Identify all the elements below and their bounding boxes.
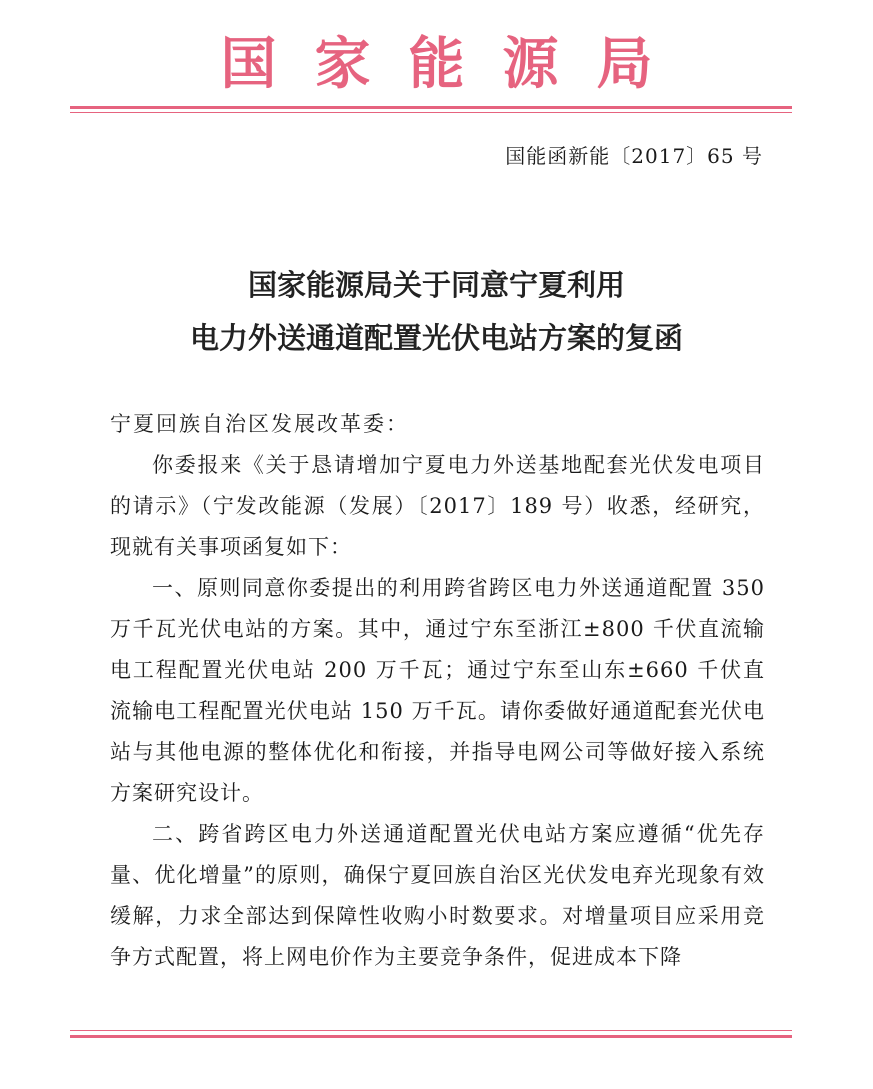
document-title-line-1: 国家能源局关于同意宁夏利用	[247, 268, 625, 302]
document-body	[110, 404, 765, 978]
agency-header-title: 国家能源局	[220, 32, 691, 97]
paragraph-item-2: 二、跨省跨区电力外送通道配置光伏电站方案应遵循“优先存量、优化增量”的原则，确保宁夏回族自治区光伏发电弃光现象有效缓解，力求全部达到保障性收购小时数要求。对增量项目应采用竞争方式配置，将上网电价作为主要竞争条件，促进成本下降	[110, 822, 765, 969]
header-rule-thick	[70, 106, 792, 109]
paragraph-intro: 你委报来《关于恳请增加宁夏电力外送基地配套光伏发电项目的请示》（宁发改能源（发展）〔2017〕189 号）收悉，经研究，现就有关事项函复如下：	[110, 453, 765, 559]
header-rule-thin	[70, 112, 792, 113]
document-title-line-2: 电力外送通道配置光伏电站方案的复函	[189, 321, 683, 355]
footer-rule-thick	[70, 1035, 792, 1038]
paragraph-item-1: 一、原则同意你委提出的利用跨省跨区电力外送通道配置 350 万千瓦光伏电站的方案。其中，通过宁东至浙江±800 千伏直流输电工程配置光伏电站 200 万千瓦；通过宁东至山东±660 千伏直流输电工程配置光伏电站 150 万千瓦。请你委做好通道配套光伏电站与其他电源的整体优化和衔接，并指导电网公司等做好接入系统方案研究设计。	[110, 576, 765, 805]
footer-rule-thin	[70, 1030, 792, 1031]
document-number: 国能函新能〔2017〕65 号	[505, 144, 763, 168]
salutation: 宁夏回族自治区发展改革委：	[110, 412, 409, 436]
